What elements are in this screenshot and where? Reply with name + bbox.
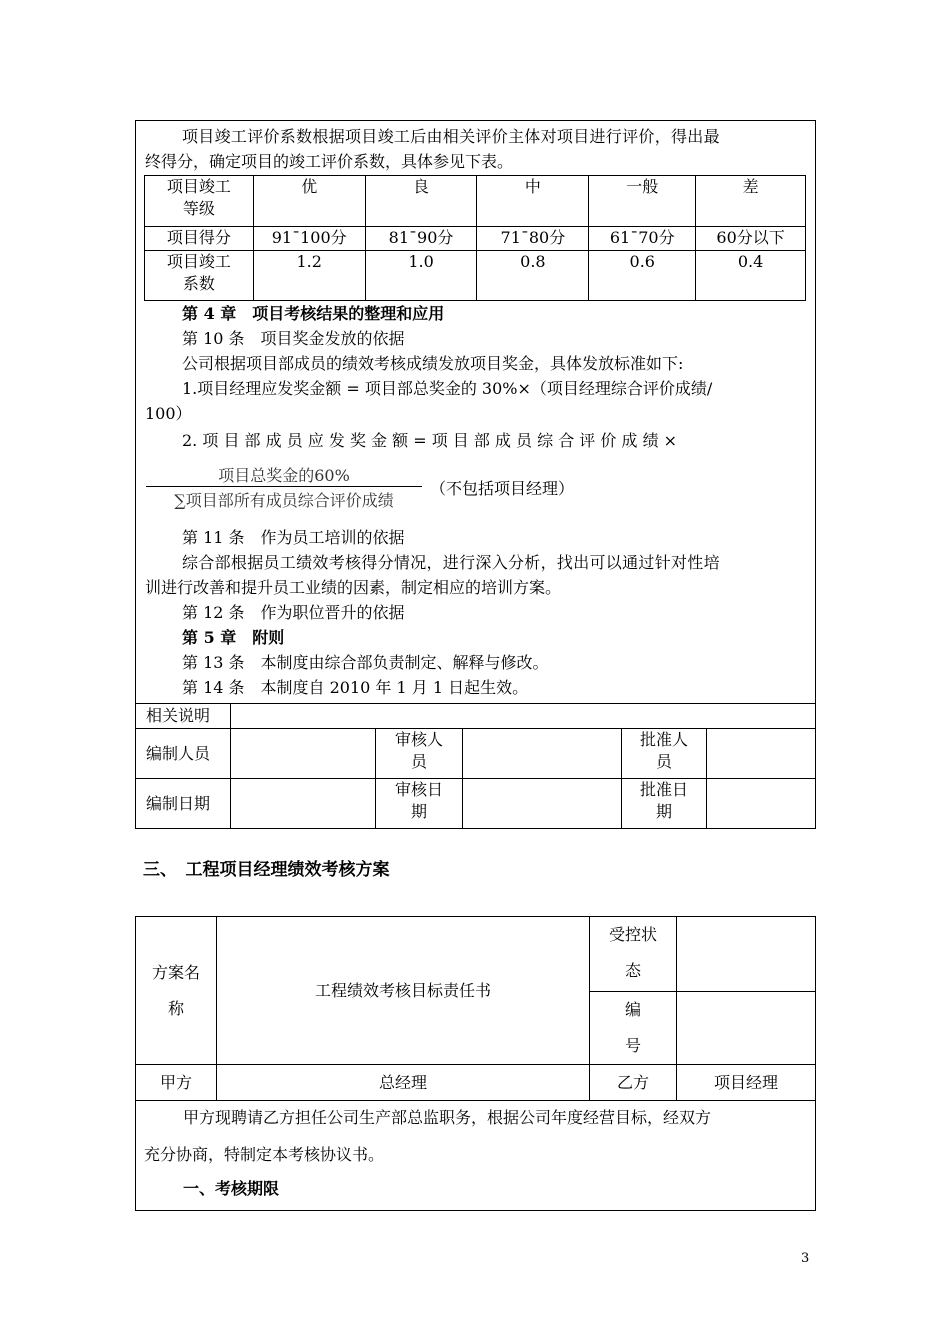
edit-date-label: 编制日期: [136, 779, 231, 829]
item-1-line-1: 1.项目经理应发奖金额 = 项目部总奖金的 30%×（项目经理综合评价成绩/: [182, 379, 713, 398]
grade-cell: 一般: [589, 176, 696, 227]
party-a-label: 甲方: [136, 1065, 217, 1101]
edit-date-value[interactable]: [231, 779, 376, 829]
reviewer-label-l2: 员: [410, 752, 427, 771]
grade-header-l2: 等级: [182, 199, 215, 218]
item-1-line-2: 100）: [145, 404, 192, 423]
grade-cell: 良: [365, 176, 477, 227]
coef-cell: 1.0: [365, 251, 477, 301]
formula-denominator: ∑项目部所有成员综合评价成绩: [174, 491, 394, 510]
party-a-value: 总经理: [217, 1065, 590, 1101]
score-cell: 60分以下: [696, 227, 806, 251]
score-cell: 61¯70分: [589, 227, 696, 251]
approver-label-l2: 员: [655, 752, 672, 771]
article-13: 第 13 条 本制度由综合部负责制定、解释与修改。: [182, 653, 549, 672]
period-heading: 一、考核期限: [183, 1179, 280, 1198]
plan-body-line-1: 甲方现聘请乙方担任公司生产部总监职务，根据公司年度经营目标，经双方: [183, 1108, 712, 1127]
article-11-text-1: 综合部根据员工绩效考核得分情况，进行深入分析，找出可以通过针对性培: [182, 553, 720, 572]
control-status-value[interactable]: [677, 917, 816, 992]
approver-label-l1: 批准人: [639, 730, 688, 749]
coef-cell: 1.2: [253, 251, 365, 301]
number-label-l1: 编: [624, 1000, 641, 1019]
grade-header-l1: 项目竣工: [166, 177, 231, 196]
article-10-text: 公司根据项目部成员的绩效考核成绩发放项目奖金，具体发放标准如下:: [182, 354, 684, 373]
formula-note: （不包括项目经理）: [430, 479, 575, 498]
coef-cell: 0.6: [589, 251, 696, 301]
item-2-line: 2. 项 目 部 成 员 应 发 奖 金 额 = 项 目 部 成 员 综 合 评 价 成 绩 ×: [182, 431, 678, 450]
coef-cell: 0.8: [477, 251, 589, 301]
coef-cell: 0.4: [696, 251, 806, 301]
review-date-label-l1: 审核日: [394, 780, 443, 799]
score-label: 项目得分: [145, 227, 254, 251]
grade-cell: 中: [477, 176, 589, 227]
page-number: 3: [801, 1251, 810, 1266]
reviewer-label-l1: 审核人: [394, 730, 443, 749]
reviewer-value[interactable]: [463, 729, 622, 779]
approve-date-label-l1: 批准日: [639, 780, 688, 799]
party-b-label: 乙方: [590, 1065, 677, 1101]
number-label-l2: 号: [624, 1036, 641, 1055]
review-date-label-l2: 期: [410, 802, 427, 821]
grade-table: [144, 175, 806, 301]
editor-label: 编制人员: [136, 729, 231, 779]
intro-line-1: 项目竣工评价系数根据项目竣工后由相关评价主体对项目进行评价，得出最: [182, 127, 720, 146]
article-11-heading: 第 11 条 作为员工培训的依据: [182, 528, 405, 547]
intro-line-2: 终得分，确定项目的竣工评价系数，具体参见下表。: [145, 152, 514, 171]
approve-date-value[interactable]: [707, 779, 816, 829]
plan-name-label-l2: 称: [167, 998, 184, 1018]
coef-label-l2: 系数: [182, 274, 215, 293]
chapter-5-heading: 第 5 章 附则: [182, 628, 285, 647]
section-3-title: 三、 工程项目经理绩效考核方案: [143, 860, 390, 880]
article-11-text-2: 训进行改善和提升员工业绩的因素，制定相应的培训方案。: [145, 578, 562, 597]
score-cell: 81¯90分: [365, 227, 477, 251]
plan-name-value: 工程绩效考核目标责任书: [217, 917, 590, 1065]
approver-value[interactable]: [707, 729, 816, 779]
review-date-value[interactable]: [463, 779, 622, 829]
plan-body-cell: [136, 1101, 816, 1211]
related-notes-value[interactable]: [231, 704, 816, 729]
plan-table: [135, 916, 816, 1211]
score-cell: 91¯100分: [253, 227, 365, 251]
grade-cell: 优: [253, 176, 365, 227]
control-status-label-l1: 受控状: [608, 925, 657, 944]
grade-cell: 差: [696, 176, 806, 227]
formula-fraction-line: [146, 486, 422, 487]
article-12-heading: 第 12 条 作为职位晋升的依据: [182, 603, 405, 622]
related-notes-label: 相关说明: [136, 704, 231, 729]
signoff-table: [135, 703, 816, 829]
plan-body-line-2: 充分协商，特制定本考核协议书。: [144, 1145, 385, 1164]
score-cell: 71¯80分: [477, 227, 589, 251]
coef-label-l1: 项目竣工: [166, 252, 231, 271]
control-status-label-l2: 态: [624, 961, 641, 980]
plan-name-label-l1: 方案名: [151, 962, 200, 982]
party-b-value: 项目经理: [677, 1065, 816, 1101]
article-10-heading: 第 10 条 项目奖金发放的依据: [182, 329, 405, 348]
formula-numerator: 项目总奖金的60%: [218, 466, 350, 485]
chapter-4-heading: 第 4 章 项目考核结果的整理和应用: [182, 304, 445, 323]
editor-value[interactable]: [231, 729, 376, 779]
number-value[interactable]: [677, 992, 816, 1065]
approve-date-label-l2: 期: [655, 802, 672, 821]
article-14: 第 14 条 本制度自 2010 年 1 月 1 日起生效。: [182, 678, 529, 697]
